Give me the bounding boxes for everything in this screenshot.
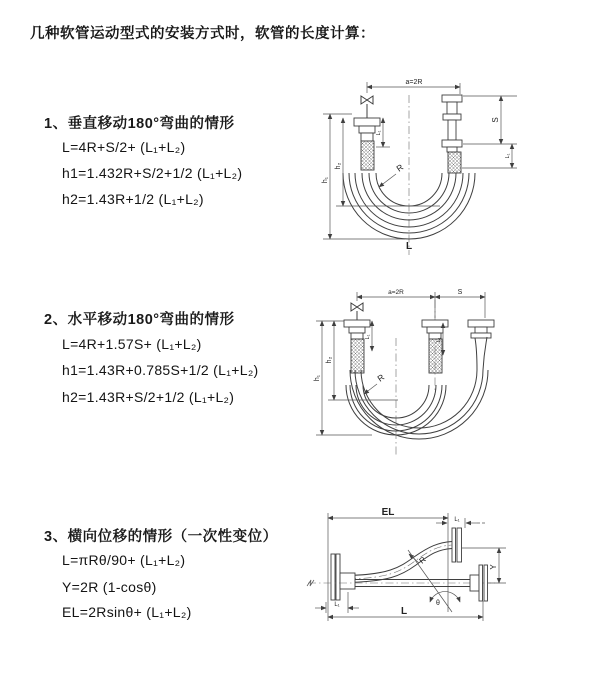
formula-h1: h1=1.43R+0.785S+1/2 (L₁+L₂)	[62, 362, 259, 378]
dimension-label-R: R	[417, 554, 428, 566]
dimension-label-S: S	[491, 117, 500, 123]
dimension-label-R: R	[394, 161, 406, 174]
dimension-label-h2: h₂	[326, 356, 333, 364]
hose-braid	[361, 141, 374, 170]
formula-h2: h2=1.43R+1/2 (L₁+L₂)	[62, 191, 204, 207]
page-title: 几种软管运动型式的安装方式时，软管的长度计算：	[30, 26, 375, 42]
dimension-label-EL: EL	[381, 507, 395, 518]
diagram-horizontal-180-bend	[310, 280, 600, 475]
dimension-label-L1-mid: L₁	[436, 337, 442, 343]
hose-braid	[448, 152, 461, 173]
formula-length: L=4R+S/2+ (L₁+L₂)	[62, 139, 186, 155]
dimension-label-L1-right: L₁	[505, 153, 511, 159]
dimension-label-R: R	[375, 371, 387, 384]
right-pipe-fitting	[442, 95, 462, 173]
radius-leader	[364, 384, 377, 394]
formula-y: Y=2R (1-cosθ)	[62, 579, 157, 595]
hose-braid	[351, 339, 364, 373]
dimension-EL	[328, 513, 448, 621]
dimension-label-a2R: a=2R	[388, 289, 404, 296]
valve-icon	[361, 96, 373, 118]
dimension-label-a2R: a=2R	[405, 79, 423, 86]
dimension-label-L: L	[400, 606, 408, 617]
dimension-h2	[336, 118, 440, 206]
diagram-vertical-180-bend	[310, 70, 600, 265]
dimension-label-h1: h₁	[314, 374, 321, 382]
left-flange	[331, 554, 355, 600]
middle-pipe-fitting	[422, 320, 448, 373]
radius-leader	[379, 174, 396, 187]
section-1-heading: 1、垂直移动180°弯曲的情形	[44, 116, 235, 132]
formula-el: EL=2Rsinθ+ (L₁+L₂)	[62, 604, 192, 620]
right-pipe-fitting	[468, 320, 494, 338]
dimension-L1-top	[436, 518, 486, 528]
valve-icon	[351, 303, 363, 320]
dimension-label-h2: h₂	[335, 162, 342, 170]
left-pipe-fitting	[354, 118, 380, 170]
dimension-a2R	[357, 292, 485, 318]
dimension-label-Y: Y	[489, 564, 498, 570]
section-2-heading: 2、水平移动180°弯曲的情形	[44, 312, 235, 328]
dimension-label-L1-top: L₁	[454, 517, 460, 523]
diagram-lateral-displacement	[300, 500, 600, 675]
formula-length: L=4R+1.57S+ (L₁+L₂)	[62, 336, 202, 352]
dimension-label-L: L	[405, 241, 413, 252]
formula-h1: h1=1.432R+S/2+1/2 (L₁+L₂)	[62, 165, 243, 181]
dimension-label-S: S	[457, 289, 463, 296]
formula-h2: h2=1.43R+S/2+1/2 (L₁+L₂)	[62, 389, 235, 405]
hose-s-curve	[348, 542, 452, 583]
left-pipe-fitting	[344, 320, 370, 373]
section-3-heading: 3、横向位移的情形（一次性变位）	[44, 529, 278, 545]
dimension-label-L1: L₁	[376, 130, 382, 136]
formula-length: L=πRθ/90+ (L₁+L₂)	[62, 552, 186, 568]
dimension-label-h1: h₁	[322, 176, 329, 184]
dimension-label-L1-left: L₁	[334, 602, 340, 608]
hose-braid	[429, 339, 442, 373]
dimension-label-theta: θ	[436, 600, 440, 607]
upper-flange	[452, 528, 462, 562]
dimension-label-L1-left: L₁	[365, 334, 371, 340]
right-flange	[470, 565, 488, 601]
